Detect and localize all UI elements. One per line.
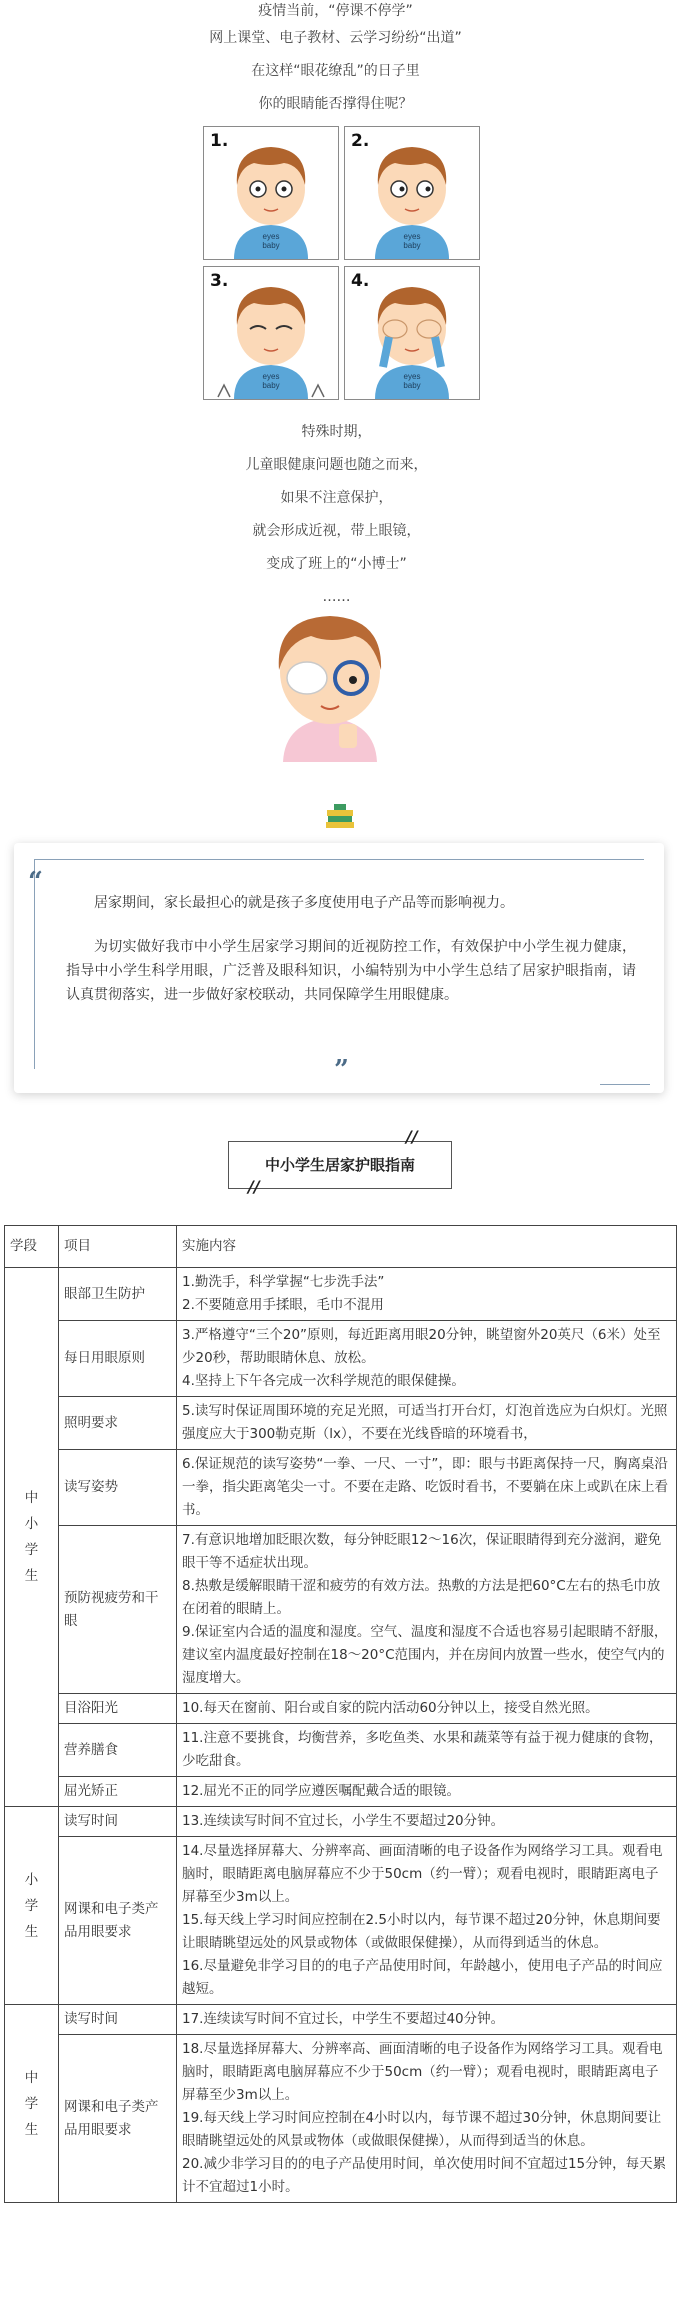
quote-card	[14, 843, 664, 1093]
stage-label: 小学生	[24, 1871, 39, 1940]
shirt-text-1: eyes	[262, 372, 280, 381]
boy-eyepatch-illustration	[255, 600, 405, 762]
content-line: 3.严格遵守“三个20”原则，每近距离用眼20分钟，眺望窗外20英尺（6米）处至少20秒，帮助眼睛休息、放松。	[182, 1327, 661, 1366]
outro-line: 变成了班上的“小博士”	[266, 556, 407, 572]
section-title-box	[228, 1127, 452, 1196]
header-content: 实施内容	[177, 1226, 677, 1268]
content-line: 11.注意不要挑食，均衡营养，多吃鱼类、水果和蔬菜等有益于视力健康的食物，少吃甜食。	[182, 1730, 663, 1769]
content-cell	[177, 1837, 677, 2005]
intro-line: 你的眼睛能否撑得住呢？	[258, 96, 413, 112]
content-cell	[177, 1694, 677, 1724]
slash-decoration-bottom: //	[248, 1177, 260, 1196]
shirt-text-1: eyes	[262, 232, 280, 241]
slash-decoration-top: //	[406, 1127, 418, 1146]
outro-text	[0, 416, 681, 614]
table-row	[5, 1397, 677, 1450]
item-cell: 网课和电子类产品用眼要求	[59, 1837, 177, 2005]
table-row	[5, 1450, 677, 1526]
stage-cell	[5, 1807, 59, 2005]
shirt-text-1: eyes	[403, 372, 421, 381]
table-row	[5, 2005, 677, 2035]
table-row	[5, 1321, 677, 1397]
content-line: 16.尽量避免非学习目的的电子产品使用时间，年龄越小，使用电子产品的时间应越短。	[182, 1958, 663, 1997]
intro-line: 在这样“眼花缭乱”的日子里	[251, 63, 420, 79]
comic-panel-3	[203, 266, 339, 400]
comic-panel-1	[203, 126, 339, 260]
stage-cell	[5, 2005, 59, 2203]
table-row	[5, 2035, 677, 2203]
item-cell: 读写时间	[59, 2005, 177, 2035]
stage-cell	[5, 1268, 59, 1807]
section-title: 中小学生居家护眼指南	[228, 1141, 452, 1189]
content-line: 10.每天在窗前、阳台或自家的院内活动60分钟以上，接受自然光照。	[182, 1700, 599, 1716]
item-cell: 营养膳食	[59, 1724, 177, 1777]
item-cell: 屈光矫正	[59, 1777, 177, 1807]
content-cell	[177, 1526, 677, 1694]
outro-line: 儿童眼健康问题也随之而来，	[245, 457, 428, 473]
comic-panel-4	[344, 266, 480, 400]
item-cell: 每日用眼原则	[59, 1321, 177, 1397]
panel-number: 3.	[210, 271, 229, 291]
table-row	[5, 1837, 677, 2005]
outro-line: 特殊时期，	[301, 424, 372, 440]
table-row	[5, 1526, 677, 1694]
table-row	[5, 1268, 677, 1321]
table-row	[5, 1724, 677, 1777]
content-line: 14.尽量选择屏幕大、分辨率高、画面清晰的电子设备作为网络学习工具。观看电脑时，眼睛距离电脑屏幕应不少于50cm（约一臂）；观看电视时，眼睛距离电子屏幕至少3m以上。	[182, 1843, 663, 1905]
outro-line: 如果不注意保护，	[280, 490, 393, 506]
item-cell: 网课和电子类产品用眼要求	[59, 2035, 177, 2203]
shirt-text-2: baby	[262, 381, 280, 390]
books-icon	[324, 804, 356, 830]
shirt-text-2: baby	[403, 381, 421, 390]
content-line: 8.热敷是缓解眼睛干涩和疲劳的有效方法。热敷的方法是把60°C左右的热毛巾放在闭着的眼睛上。	[182, 1578, 661, 1617]
content-cell	[177, 1268, 677, 1321]
outro-line: 就会形成近视，带上眼镜，	[252, 523, 421, 539]
content-cell	[177, 1807, 677, 1837]
content-cell	[177, 2005, 677, 2035]
quote-paragraph-2: 为切实做好我市中小学生居家学习期间的近视防控工作，有效保护中小学生视力健康，指导中小学生科学用眼，广泛普及眼科知识，小编特别为中小学生总结了居家护眼指南，请认真贯彻落实，进一步做好家校联动，共同保障学生用眼健康。	[66, 939, 636, 1003]
stage-label: 中学生	[24, 2069, 39, 2138]
content-cell	[177, 1724, 677, 1777]
content-line: 13.连续读写时间不宜过长，小学生不要超过20分钟。	[182, 1813, 505, 1829]
item-cell: 眼部卫生防护	[59, 1268, 177, 1321]
header-item: 项目	[59, 1226, 177, 1268]
shirt-text-1: eyes	[403, 232, 421, 241]
content-line: 9.保证室内合适的温度和湿度。空气、温度和湿度不合适也容易引起眼睛不舒服，建议室内温度最好控制在18～20°C范围内，并在房间内放置一些水，使空气内的湿度增大。	[182, 1624, 668, 1686]
table-header-row	[5, 1226, 677, 1268]
content-line: 12.屈光不正的同学应遵医嘱配戴合适的眼镜。	[182, 1783, 460, 1799]
content-line: 5.读写时保证周围环境的充足光照，可适当打开台灯，灯泡首选应为白炽灯。光照强度应大于300勒克斯（lx），不要在光线昏暗的环境看书，	[182, 1403, 668, 1442]
quote-frame-line	[600, 1084, 650, 1085]
content-line: 7.有意识地增加眨眼次数，每分钟眨眼12～16次，保证眼睛得到充分滋润，避免眼干等不适症状出现。	[182, 1532, 662, 1571]
quote-paragraph-1: 居家期间，家长最担心的就是孩子多度使用电子产品等而影响视力。	[94, 895, 514, 911]
item-cell: 预防视疲劳和干眼	[59, 1526, 177, 1694]
item-cell: 读写时间	[59, 1807, 177, 1837]
open-quote-mark: “	[28, 867, 43, 897]
content-line: 6.保证规范的读写姿势“一拳、一尺、一寸”，即：眼与书距离保持一尺，胸离桌沿一拳，指尖距离笔尖一寸。不要在走路、吃饭时看书，不要躺在床上或趴在床上看书。	[182, 1456, 668, 1518]
eye-care-guide-table	[4, 1225, 677, 2203]
content-line: 4.坚持上下午各完成一次科学规范的眼保健操。	[182, 1373, 465, 1389]
content-cell	[177, 1450, 677, 1526]
content-cell	[177, 2035, 677, 2203]
panel-number: 4.	[351, 271, 370, 291]
content-line: 2.不要随意用手揉眼，毛巾不混用	[182, 1297, 384, 1313]
table-row	[5, 1807, 677, 1837]
shirt-text-2: baby	[262, 241, 280, 250]
content-line: 1.勤洗手，科学掌握“七步洗手法”	[182, 1274, 385, 1290]
header-stage: 学段	[5, 1226, 59, 1268]
close-quote-mark: ”	[334, 1055, 349, 1085]
panel-number: 2.	[351, 131, 370, 151]
content-cell	[177, 1777, 677, 1807]
content-line: 17.连续读写时间不宜过长，中学生不要超过40分钟。	[182, 2011, 505, 2027]
content-cell	[177, 1397, 677, 1450]
content-line: 19.每天线上学习时间应控制在4小时以内，每节课不超过30分钟，休息期间要让眼睛眺望远处的风景或物体（或做眼保健操），从而得到适当的休息。	[182, 2110, 662, 2149]
panel-number: 1.	[210, 131, 229, 151]
outro-line: ……	[322, 589, 351, 605]
content-line: 18.尽量选择屏幕大、分辨率高、画面清晰的电子设备作为网络学习工具。观看电脑时，眼睛距离电脑屏幕应不少于50cm（约一臂）；观看电视时，眼睛距离电子屏幕至少3m以上。	[182, 2041, 663, 2103]
shirt-text-2: baby	[403, 241, 421, 250]
item-cell: 读写姿势	[59, 1450, 177, 1526]
table-row	[5, 1694, 677, 1724]
comic-panel-2	[344, 126, 480, 260]
content-cell	[177, 1321, 677, 1397]
intro-line: 疫情当前，“停课不停学”	[258, 3, 413, 19]
intro-text	[0, 0, 681, 121]
item-cell: 照明要求	[59, 1397, 177, 1450]
intro-line: 网上课堂、电子教材、云学习纷纷“出道”	[209, 30, 462, 46]
stage-label: 中小学生	[24, 1490, 39, 1584]
content-line: 15.每天线上学习时间应控制在2.5小时以内，每节课不超过20分钟，休息期间要让眼睛眺望远处的风景或物体（或做眼保健操），从而得到适当的休息。	[182, 1912, 661, 1951]
content-line: 20.减少非学习目的的电子产品使用时间，单次使用时间不宜超过15分钟，每天累计不宜超过1小时。	[182, 2156, 667, 2195]
item-cell: 目浴阳光	[59, 1694, 177, 1724]
table-row	[5, 1777, 677, 1807]
